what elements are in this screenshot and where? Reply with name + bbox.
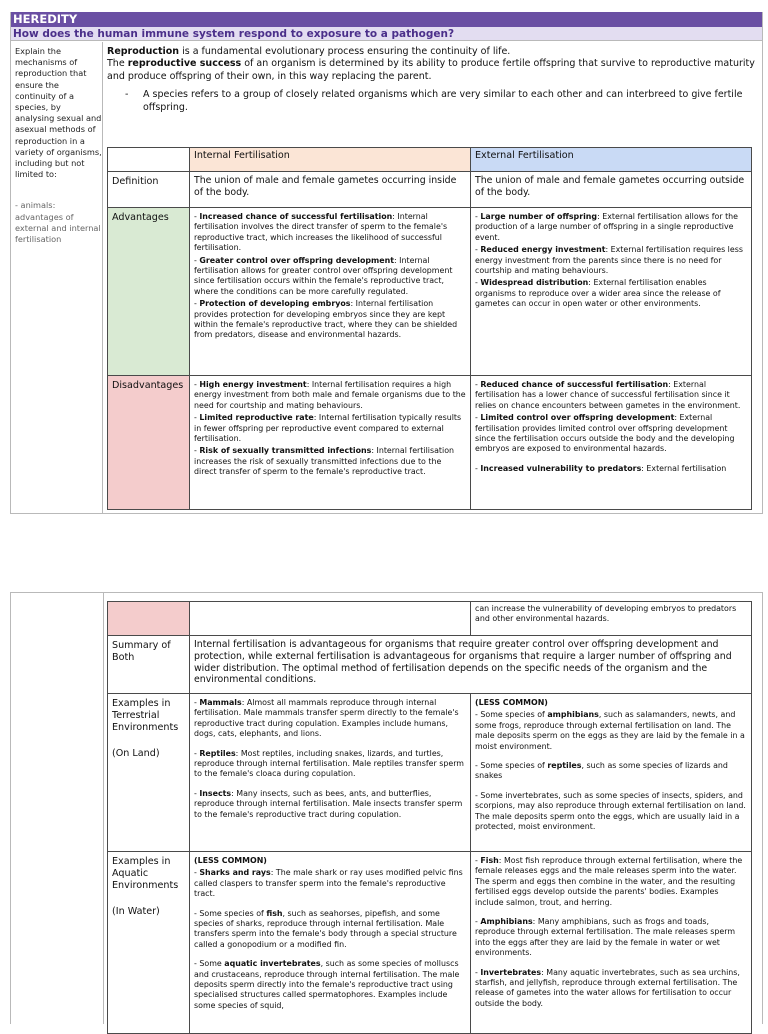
row-label-disadvantages: Disadvantages xyxy=(108,376,190,510)
terrestrial-external xyxy=(471,694,752,852)
col-header-external: External Fertilisation xyxy=(471,148,752,172)
list-item: - Increased vulnerability to predators: External fertilisation xyxy=(475,463,727,473)
syllabus-column-continued xyxy=(11,593,104,1024)
aquatic-internal xyxy=(190,852,471,1034)
definition-external: The union of male and female gametes occurring outside of the body. xyxy=(471,172,752,208)
list-item: - Risk of sexually transmitted infections: Internal fertilisation increases the risk of sexually transmitted infections due to the direct transfer of sperm to the female's reproductive tract. xyxy=(194,446,455,477)
list-item: - Reduced energy investment: External fertilisation requires less energy investment from the parents since there is no need for courtship and mating behaviours. xyxy=(475,245,743,276)
syllabus-outcome: Explain the mechanisms of reproduction that ensure the continuity of a species, by analysing sexual and asexual methods of reproduction in a variety of organisms, including but not limited to: xyxy=(15,46,102,180)
document-page-1 xyxy=(10,12,763,514)
row-label-advantages: Advantages xyxy=(108,208,190,376)
row-label-aquatic: Examples in Aquatic Environments (In Water) xyxy=(108,852,190,1034)
list-item: - Reduced chance of successful fertilisation: External fertilisation has a lower chance of successful fertilisation since it relies on chance encounters between gametes in the environment. xyxy=(475,380,741,410)
list-item: - Large number of offspring: External fertilisation allows for the production of a large number of offspring in a single reproductive event. xyxy=(475,212,739,242)
list-item: - Reptiles: Most reptiles, including snakes, lizards, and turtles, reproduce through internal fertilisation. Male reptiles transfer sperm to the female's cloaca during copulation. xyxy=(194,748,464,779)
inquiry-question: How does the human immune system respond to exposure to a pathogen? xyxy=(11,27,762,41)
col-header-internal: Internal Fertilisation xyxy=(190,148,471,172)
list-item: - Some species of fish, such as seahorses, pipefish, and some species of sharks, reproduce through internal fertilisation. Male transfers sperm into the female's body through a special structure called a gonopodium or a modified fin. xyxy=(194,908,457,949)
list-item: - Invertebrates: Many aquatic invertebrates, such as sea urchins, starfish, and jellyfish, reproduce through external fertilisation. The release of gametes into the water allows for fertilisation to occur outside the body. xyxy=(475,967,740,1008)
table-corner-cell xyxy=(108,148,190,172)
intro-text xyxy=(107,46,757,114)
row-label-terrestrial: Examples in Terrestrial Environments (On Land) xyxy=(108,694,190,852)
disadvantages-internal xyxy=(190,376,471,510)
disadvantages-external xyxy=(471,376,752,510)
fertilisation-table-part-1 xyxy=(107,147,752,510)
row-label-definition: Definition xyxy=(108,172,190,208)
advantages-external xyxy=(471,208,752,376)
row-label-summary: Summary of Both xyxy=(108,636,190,694)
row-label-disadvantages-continued xyxy=(108,602,190,636)
list-item: - Fish: Most fish reproduce through external fertilisation, where the female releases eggs and the male releases sperm into the water. The sperm and eggs then combine in the water, and the resulting fertilised eggs develop outside the parents' bodies. Examples include salmon, trout, and herring. xyxy=(475,856,743,907)
list-item: - Some species of amphibians, such as salamanders, newts, and some frogs, reproduce through external fertilisation on land. The male deposits sperm on the eggs as they are laid by the female in a moist environment. xyxy=(475,710,745,751)
topic-title: HEREDITY xyxy=(11,12,762,27)
list-item: - Increased chance of successful fertilisation: Internal fertilisation involves the direct transfer of sperm to the female's reproductive tract, which increases the likelihood of successful fertilisation. xyxy=(194,212,448,253)
list-item: - Limited reproductive rate: Internal fertilisation typically results in fewer offspring per reproductive event compared to external fertilisation. xyxy=(194,413,462,444)
list-item: - Protection of developing embryos: Internal fertilisation provides protection for developing embryos since they are kept within the female's reproductive tract, where they can be shielded from predators, disease and environmental hazards. xyxy=(194,299,458,340)
list-item: - Insects: Many insects, such as bees, ants, and butterflies, reproduce through internal fertilisation. Male insects transfer sperm to the female's reproductive tract during copulation. xyxy=(194,788,463,819)
list-item: - Mammals: Almost all mammals reproduce through internal fertilisation. Male mammals transfer sperm directly to the female's reproductive tract during copulation. Examples include humans, dogs, cats, elephants, and lions. xyxy=(194,698,459,739)
list-item: - Amphibians: Many amphibians, such as frogs and toads, reproduce through external fertilisation. The male releases sperm into the eggs after they are laid by the female in water or wet environments. xyxy=(475,917,736,958)
disadvantages-external-continued: can increase the vulnerability of developing embryos to predators and other environmental hazards. xyxy=(471,602,752,636)
less-common-note: (LESS COMMON) xyxy=(194,856,267,865)
species-definition-bullet: - A species refers to a group of closely related organisms which are very similar to each other and can interbreed to give fertile offspring. xyxy=(125,89,743,113)
advantages-internal xyxy=(190,208,471,376)
list-item: - Some invertebrates, such as some species of insects, spiders, and scorpions, may also reproduce through external fertilisation on land. The male deposits sperm onto the eggs, which are usually laid in a protected, moist environment. xyxy=(475,790,746,832)
list-item: - Widespread distribution: External fertilisation enables organisms to reproduce over a wider area since the release of gametes can occur in open water or other environments. xyxy=(475,278,721,309)
terrestrial-internal xyxy=(190,694,471,852)
list-item: - Limited control over offspring development: External fertilisation provides limited control over offspring development since the fertilisation occurs outside the body and the developing embryos are exposed to environmental hazards. xyxy=(475,413,735,454)
list-item: - Greater control over offspring development: Internal fertilisation allows for greater control over offspring development since fertilisation occurs within the female's reproductive tract, where the conditions can be more carefully regulated. xyxy=(194,255,453,296)
list-item: - Sharks and rays: The male shark or ray uses modified pelvic fins called claspers to transfer sperm into the female's reproductive tract. xyxy=(194,868,463,899)
syllabus-subpoint: - animals: advantages of external and internal fertilisation xyxy=(15,200,101,245)
aquatic-external xyxy=(471,852,752,1034)
syllabus-column xyxy=(11,42,103,513)
list-item: - Some species of reptiles, such as some species of lizards and snakes xyxy=(475,761,728,781)
definition-internal: The union of male and female gametes occurring inside of the body. xyxy=(190,172,471,208)
intro-paragraph-2: The reproductive success of an organism is determined by its ability to produce fertile offspring that survive to reproductive maturity and produce offspring of their own, in this way replacing the parent. xyxy=(107,58,755,82)
list-item: - Some aquatic invertebrates, such as some species of molluscs and crustaceans, reproduce through internal fertilisation. The male deposits sperm directly into the female's reproductive tract using specialised structures called spermatophores. Examples include some species of squid, xyxy=(194,959,460,1010)
disadvantages-internal-continued xyxy=(190,602,471,636)
summary-text: Internal fertilisation is advantageous for organisms that require greater control over offspring development and protection, while external fertilisation is advantageous for organisms that require a larger number of offspring and wider distribution. The optimal method of fertilisation depends on the specific needs of the organism and the environmental conditions. xyxy=(190,636,752,694)
list-item: - High energy investment: Internal fertilisation requires a high energy investment from both male and female organisms due to the need for courtship and mating behaviours. xyxy=(194,380,466,410)
intro-paragraph-1: Reproduction is a fundamental evolutionary process ensuring the continuity of life. xyxy=(107,46,511,57)
less-common-note: (LESS COMMON) xyxy=(475,698,548,707)
fertilisation-table-part-2 xyxy=(107,601,752,1034)
document-page-2 xyxy=(10,592,763,1024)
